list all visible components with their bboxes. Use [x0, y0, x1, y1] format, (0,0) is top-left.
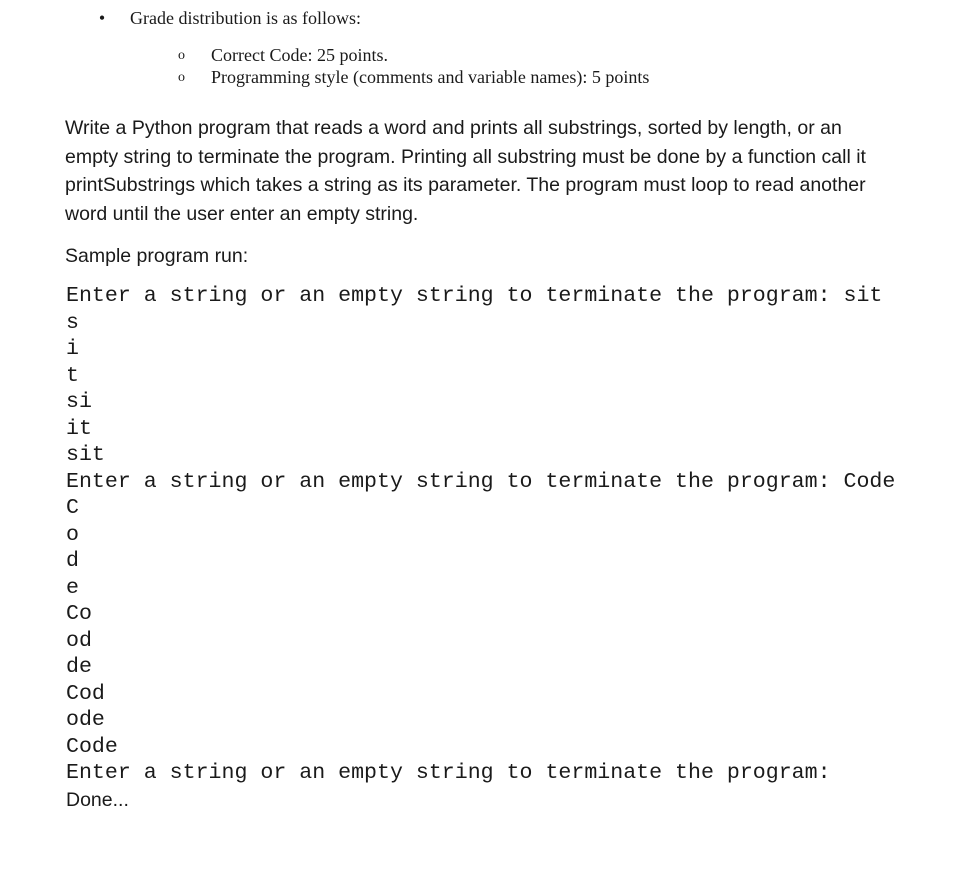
console-line: t — [66, 363, 79, 388]
circle-bullet-icon: o — [178, 48, 185, 63]
console-line: sit — [66, 443, 105, 467]
console-line: o — [66, 522, 79, 547]
console-line: ode — [66, 708, 105, 732]
console-line: Enter a string or an empty string to terminate the program: sit — [66, 284, 883, 308]
console-line: Cod — [66, 681, 105, 706]
task-description-line: Write a Python program that reads a word and prints all substrings, sorted by length, or an — [65, 117, 842, 139]
console-line: Enter a string or an empty string to terminate the program: — [66, 761, 831, 785]
grade-sub-item-text: Correct Code: 25 points. — [211, 45, 388, 65]
console-line: s — [66, 310, 79, 335]
console-line: Enter a string or an empty string to terminate the program: Code — [66, 469, 896, 494]
sample-console-output — [66, 283, 895, 813]
console-line: it — [66, 416, 92, 441]
console-done-line: Done... — [66, 788, 129, 811]
task-description-line: printSubstrings which takes a string as its parameter. The program must loop to read another — [65, 174, 866, 197]
console-line: d — [66, 549, 79, 573]
circle-bullet-icon: o — [178, 70, 185, 85]
console-line: od — [66, 628, 92, 653]
console-line: Code — [66, 734, 118, 759]
console-line: si — [66, 390, 92, 414]
grade-sub-item-text: Programming style (comments and variable names): 5 points — [211, 67, 650, 87]
bullet-dot-icon: • — [98, 8, 106, 28]
task-description — [65, 114, 925, 229]
grade-heading: Grade distribution is as follows: — [130, 8, 361, 28]
console-line: C — [66, 496, 79, 520]
task-description-line: word until the user enter an empty string. — [65, 203, 419, 226]
task-description-line: empty string to terminate the program. Printing all substring must be done by a function call it — [65, 145, 866, 168]
sample-run-label: Sample program run: — [65, 245, 249, 267]
console-line: Co — [66, 602, 92, 626]
console-line: i — [66, 337, 79, 361]
console-line: de — [66, 655, 92, 679]
console-line: e — [66, 575, 79, 600]
